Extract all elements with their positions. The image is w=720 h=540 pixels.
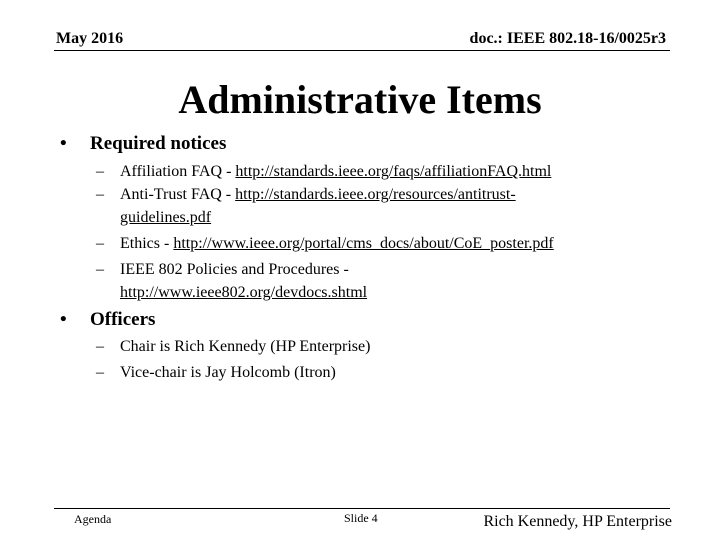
bullet-icon: • (60, 309, 67, 330)
header-divider (54, 50, 670, 51)
bullet-label: Required notices (90, 133, 227, 154)
antitrust-faq-link[interactable]: http://standards.ieee.org/resources/antitrust- (235, 186, 516, 203)
bullet-icon: • (60, 133, 67, 154)
affiliation-faq-link[interactable]: http://standards.ieee.org/faqs/affiliationFAQ.html (235, 163, 552, 180)
list-item-label: Chair is Rich Kennedy (HP Enterprise) (120, 338, 371, 355)
list-item-label: Ethics - (120, 235, 174, 252)
dash-icon: – (96, 163, 104, 180)
dash-icon: – (96, 261, 104, 278)
footer-divider (54, 508, 670, 509)
footer-agenda: Agenda (74, 512, 112, 526)
dash-icon: – (96, 364, 104, 381)
footer-slide-number: Slide 4 (344, 511, 378, 525)
dash-icon: – (96, 235, 104, 252)
antitrust-faq-link-continued[interactable]: guidelines.pdf (120, 209, 212, 226)
antitrust-link-continuation (120, 206, 211, 229)
footer-author: Rich Kennedy, HP Enterprise (483, 513, 672, 530)
header-doc-id: doc.: IEEE 802.18-16/0025r3 (469, 30, 666, 47)
header-date: May 2016 (56, 30, 124, 47)
dash-icon: – (96, 186, 104, 203)
slide-title: Administrative Items (178, 77, 542, 122)
ethics-link[interactable]: http://www.ieee.org/portal/cms_docs/about/CoE_poster.pdf (173, 235, 554, 252)
list-item-label: Vice-chair is Jay Holcomb (Itron) (120, 364, 336, 381)
list-item-label: Anti-Trust FAQ - (120, 186, 236, 203)
policies-link[interactable]: http://www.ieee802.org/devdocs.shtml (120, 284, 368, 301)
policies-link-line (120, 281, 367, 304)
dash-icon: – (96, 338, 104, 355)
list-item-label: Affiliation FAQ - (120, 163, 236, 180)
bullet-label: Officers (90, 309, 156, 330)
list-item-label: IEEE 802 Policies and Procedures - (120, 261, 349, 278)
